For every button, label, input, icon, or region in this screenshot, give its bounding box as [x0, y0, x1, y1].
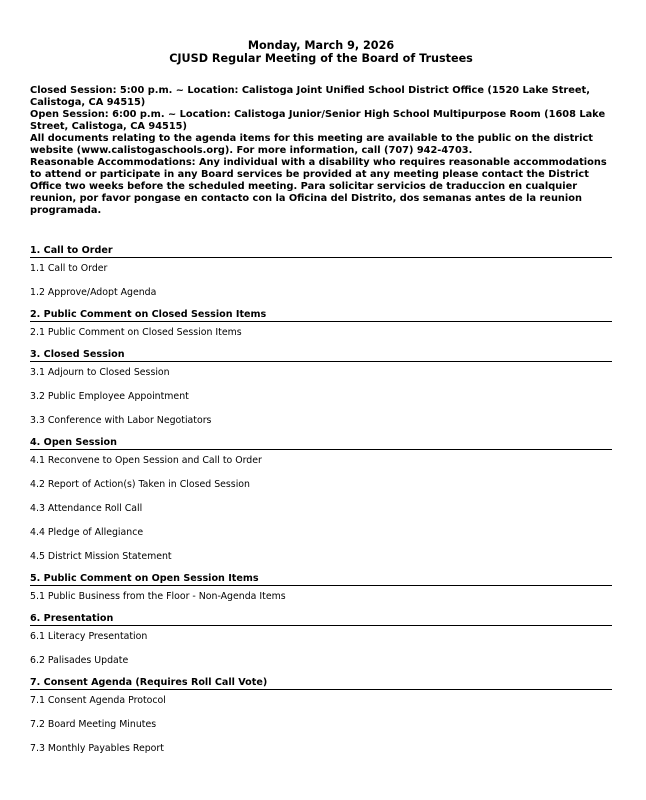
agenda-item: 1.1 Call to Order — [30, 263, 108, 274]
agenda-item: 4.2 Report of Action(s) Taken in Closed Session — [30, 479, 250, 490]
agenda-item: 4.3 Attendance Roll Call — [30, 503, 143, 514]
documents-info: All documents relating to the agenda items for this meeting are available to the public on the district website (www.calistogaschools.org). For more information, call (707) 942-4703. — [30, 133, 593, 156]
section-heading: 3. Closed Session — [30, 349, 612, 362]
meeting-date: Monday, March 9, 2026 — [247, 39, 395, 52]
agenda-sections — [30, 245, 612, 762]
section-heading: 2. Public Comment on Closed Session Items — [30, 309, 612, 322]
open-session-info: Open Session: 6:00 p.m. ~ Location: Calistoga Junior/Senior High School Multipurpose Room (1608 Lake Street, Calistoga, CA 94515) — [30, 109, 606, 132]
agenda-item: 3.3 Conference with Labor Negotiators — [30, 415, 212, 426]
agenda-item: 3.1 Adjourn to Closed Session — [30, 367, 170, 378]
section-heading: 4. Open Session — [30, 437, 612, 450]
agenda-item: 4.5 District Mission Statement — [30, 551, 172, 562]
agenda-item: 7.2 Board Meeting Minutes — [30, 719, 157, 730]
agenda-item: 6.2 Palisades Update — [30, 655, 129, 666]
agenda-page — [30, 0, 612, 762]
accommodations-info: Reasonable Accommodations: Any individual with a disability who requires reasonable accommodations to attend or participate in any Board services be provided at any meeting please contact the District Office two weeks before the scheduled meeting. Para solicitar servicios de traduccion en cualquier reunion, por favor pongase en contacto con la Oficina del Distrito, dos semanas antes de la reunion programada. — [30, 157, 607, 216]
agenda-item: 4.4 Pledge of Allegiance — [30, 527, 144, 538]
agenda-item: 7.1 Consent Agenda Protocol — [30, 695, 166, 706]
meeting-info — [30, 85, 612, 217]
agenda-item: 3.2 Public Employee Appointment — [30, 391, 189, 402]
meeting-title: CJUSD Regular Meeting of the Board of Trustees — [169, 52, 473, 65]
agenda-item: 4.1 Reconvene to Open Session and Call to Order — [30, 455, 262, 466]
agenda-item: 1.2 Approve/Adopt Agenda — [30, 287, 157, 298]
section-heading: 6. Presentation — [30, 613, 612, 626]
agenda-item: 7.3 Monthly Payables Report — [30, 743, 164, 754]
agenda-item: 5.1 Public Business from the Floor - Non-Agenda Items — [30, 591, 286, 602]
title-block — [30, 39, 612, 65]
agenda-item: 2.1 Public Comment on Closed Session Items — [30, 327, 242, 338]
closed-session-info: Closed Session: 5:00 p.m. ~ Location: Calistoga Joint Unified School District Office (1520 Lake Street, Calistoga, CA 94515) — [30, 85, 590, 108]
section-heading: 1. Call to Order — [30, 245, 612, 258]
section-heading: 7. Consent Agenda (Requires Roll Call Vote) — [30, 677, 612, 690]
section-heading: 5. Public Comment on Open Session Items — [30, 573, 612, 586]
agenda-item: 6.1 Literacy Presentation — [30, 631, 148, 642]
